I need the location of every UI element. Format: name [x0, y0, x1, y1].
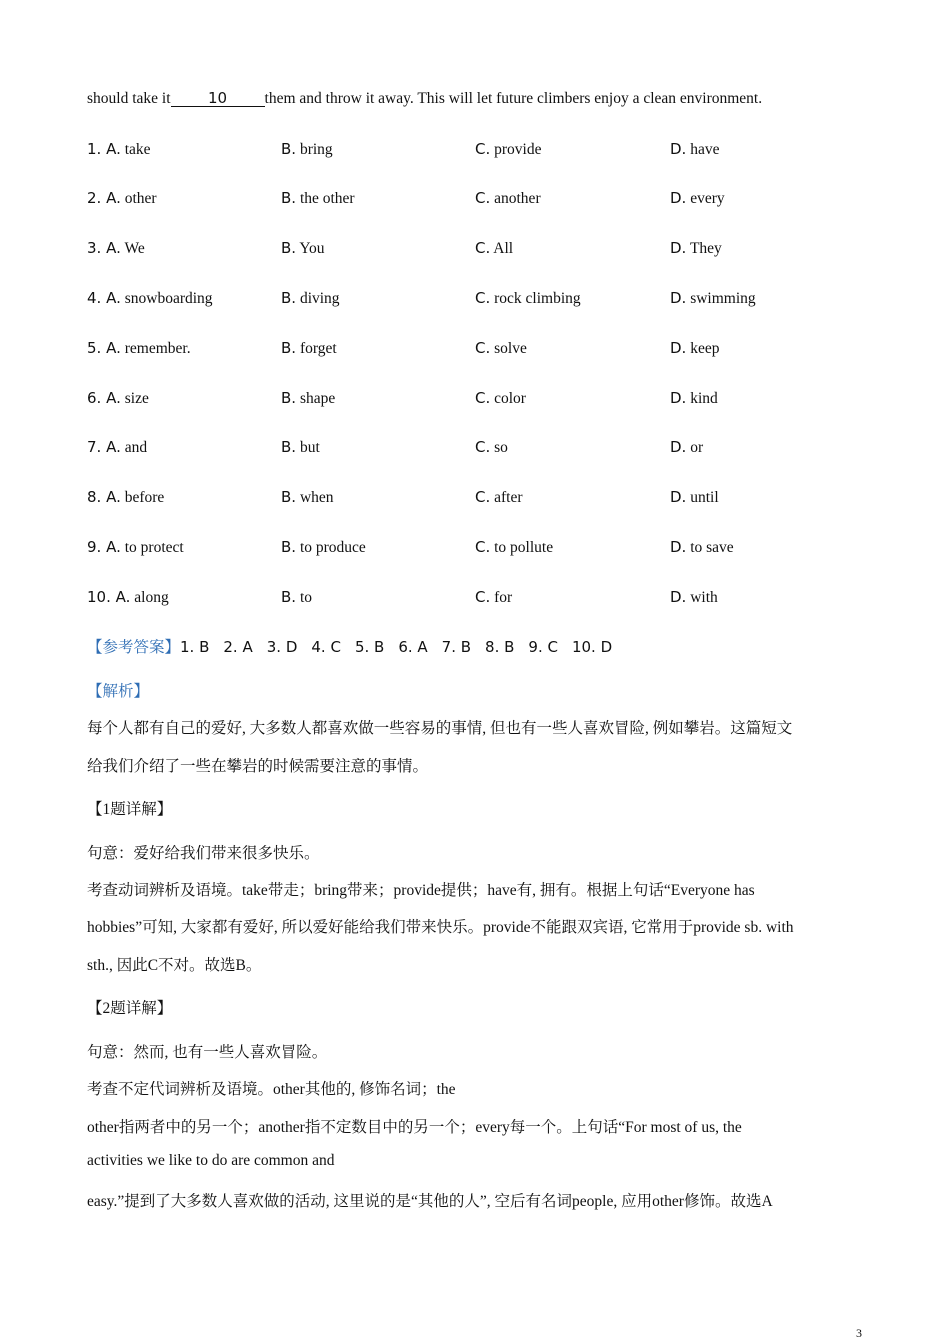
option-b-label: B.	[281, 189, 297, 207]
q2-line-4: easy.”提到了大多数人喜欢做的活动, 这里说的是“其他的人”, 空后有名词people, 应用other修饰。故选A	[87, 1193, 773, 1210]
option-b: You	[299, 240, 325, 257]
answer-item: 4. C	[311, 638, 341, 656]
answer-item: 6. A	[398, 638, 428, 656]
option-c: provide	[494, 141, 542, 158]
answer-item: 7. B	[441, 638, 472, 656]
q1-line-1: 考查动词辨析及语境。take带走；bring带来；provide提供；have有, 拥有。根据上句话“Everyone has	[87, 882, 755, 899]
option-d-label: D.	[670, 140, 687, 158]
q2-line-1: 考查不定代词辨析及语境。other其他的, 修饰名词；the	[87, 1081, 456, 1098]
option-d-label: D.	[670, 339, 687, 357]
option-d-label: D.	[670, 239, 687, 257]
option-c-label: C.	[475, 339, 491, 357]
option-c: so	[494, 439, 508, 456]
question-row	[0, 488, 950, 510]
answer-item: 10. D	[571, 638, 613, 656]
option-a: We	[124, 240, 145, 257]
option-c: All	[493, 240, 514, 257]
answer-key-label: 【参考答案】	[87, 639, 181, 656]
option-d-label: D.	[670, 289, 687, 307]
q1-line-3: sth., 因此C不对。故选B。	[87, 957, 262, 974]
question-number: 5. A.	[87, 339, 121, 357]
option-a: remember.	[124, 340, 191, 357]
option-a: snowboarding	[124, 290, 213, 307]
option-b: the other	[299, 190, 355, 207]
option-b: shape	[299, 390, 336, 407]
option-d-label: D.	[670, 588, 687, 606]
option-b-label: B.	[281, 389, 297, 407]
option-d: to save	[690, 539, 734, 556]
option-a: along	[134, 589, 169, 606]
question-row	[0, 189, 950, 211]
option-d: have	[690, 141, 720, 158]
question-row	[0, 438, 950, 460]
option-c: for	[494, 589, 513, 606]
option-b-label: B.	[281, 438, 297, 456]
option-d: keep	[690, 340, 720, 357]
intro-after: them and throw it away. This will let future climbers enjoy a clean environment.	[264, 90, 763, 107]
option-c-label: C.	[475, 488, 491, 506]
option-c: to pollute	[494, 539, 554, 556]
option-c-label: C.	[475, 438, 491, 456]
question-number: 7. A.	[87, 438, 121, 456]
option-a: other	[124, 190, 157, 207]
option-d: or	[690, 439, 704, 456]
option-a: and	[124, 439, 148, 456]
option-c-label: C.	[475, 289, 491, 307]
answer-item: 9. C	[528, 638, 558, 656]
question-number: 1. A.	[87, 140, 121, 158]
answer-item: 1. B	[180, 638, 210, 656]
q2-meaning: 句意：然而, 也有一些人喜欢冒险。	[87, 1044, 328, 1061]
option-d-label: D.	[670, 488, 687, 506]
question-number: 2. A.	[87, 189, 121, 207]
option-d: kind	[690, 390, 718, 407]
option-a: before	[124, 489, 165, 506]
option-c-label: C.	[475, 239, 491, 257]
question-number: 9. A.	[87, 538, 121, 556]
option-d-label: D.	[670, 438, 687, 456]
intro-line	[87, 90, 762, 108]
option-b-label: B.	[281, 239, 297, 257]
option-b: to	[299, 589, 312, 606]
option-d: swimming	[690, 290, 756, 307]
q2-line-2: other指两者中的另一个；another指不定数目中的另一个；every每一个。上句话“For most of us, the	[87, 1119, 742, 1136]
option-b: forget	[299, 340, 337, 357]
option-b: bring	[299, 141, 333, 158]
question-number: 4. A.	[87, 289, 121, 307]
option-b: but	[299, 439, 320, 456]
option-c-label: C.	[475, 389, 491, 407]
option-b: when	[299, 489, 334, 506]
option-b-label: B.	[281, 488, 297, 506]
option-c: solve	[494, 340, 527, 357]
answer-item: 3. D	[266, 638, 298, 656]
option-d-label: D.	[670, 538, 687, 556]
answer-key	[87, 635, 626, 657]
q1-heading: 【1题详解】	[87, 801, 173, 818]
q1-meaning: 句意：爱好给我们带来很多快乐。	[87, 845, 320, 862]
blank-10: 10	[171, 91, 265, 107]
answer-item: 5. B	[354, 638, 385, 656]
option-c-label: C.	[475, 538, 491, 556]
question-row	[0, 289, 950, 311]
option-b-label: B.	[281, 289, 297, 307]
option-d: They	[689, 240, 722, 257]
q2-heading: 【2题详解】	[87, 1000, 173, 1017]
option-d-label: D.	[670, 389, 687, 407]
option-b-label: B.	[281, 339, 297, 357]
option-b: to produce	[299, 539, 366, 556]
option-c: after	[494, 489, 523, 506]
question-row	[0, 339, 950, 361]
option-d: until	[690, 489, 719, 506]
question-row	[0, 140, 950, 162]
question-row	[0, 239, 950, 261]
analysis-line-1: 每个人都有自己的爱好, 大多数人都喜欢做一些容易的事情, 但也有一些人喜欢冒险, 例如攀岩。这篇短文	[87, 720, 793, 737]
question-number: 8. A.	[87, 488, 121, 506]
analysis-line-2: 给我们介绍了一些在攀岩的时候需要注意的事情。	[87, 758, 429, 775]
question-row	[0, 538, 950, 560]
option-b-label: B.	[281, 538, 297, 556]
option-b-label: B.	[281, 140, 297, 158]
option-a: to protect	[124, 539, 184, 556]
q1-line-2: hobbies”可知, 大家都有爱好, 所以爱好能给我们带来快乐。provide不能跟双宾语, 它常用于provide sb. with	[87, 919, 794, 936]
option-a: take	[124, 141, 151, 158]
option-c: rock climbing	[494, 290, 581, 307]
answer-item: 2. A	[223, 638, 253, 656]
option-c-label: C.	[475, 140, 491, 158]
option-d: with	[690, 589, 718, 606]
option-b: diving	[299, 290, 340, 307]
option-b-label: B.	[281, 588, 297, 606]
q2-line-3: activities we like to do are common and	[87, 1152, 335, 1169]
option-c: color	[494, 390, 526, 407]
option-c: another	[494, 190, 541, 207]
question-number: 6. A.	[87, 389, 121, 407]
question-row	[0, 389, 950, 411]
option-c-label: C.	[475, 588, 491, 606]
page-number: 3	[856, 1326, 862, 1340]
question-number: 10. A.	[87, 588, 131, 606]
intro-before: should take it	[87, 90, 171, 107]
analysis-label: 【解析】	[87, 683, 150, 700]
answer-item: 8. B	[485, 638, 515, 656]
question-number: 3. A.	[87, 239, 121, 257]
question-row	[0, 588, 950, 610]
option-c-label: C.	[475, 189, 491, 207]
option-d-label: D.	[670, 189, 687, 207]
option-a: size	[124, 390, 149, 407]
option-d: every	[690, 190, 725, 207]
